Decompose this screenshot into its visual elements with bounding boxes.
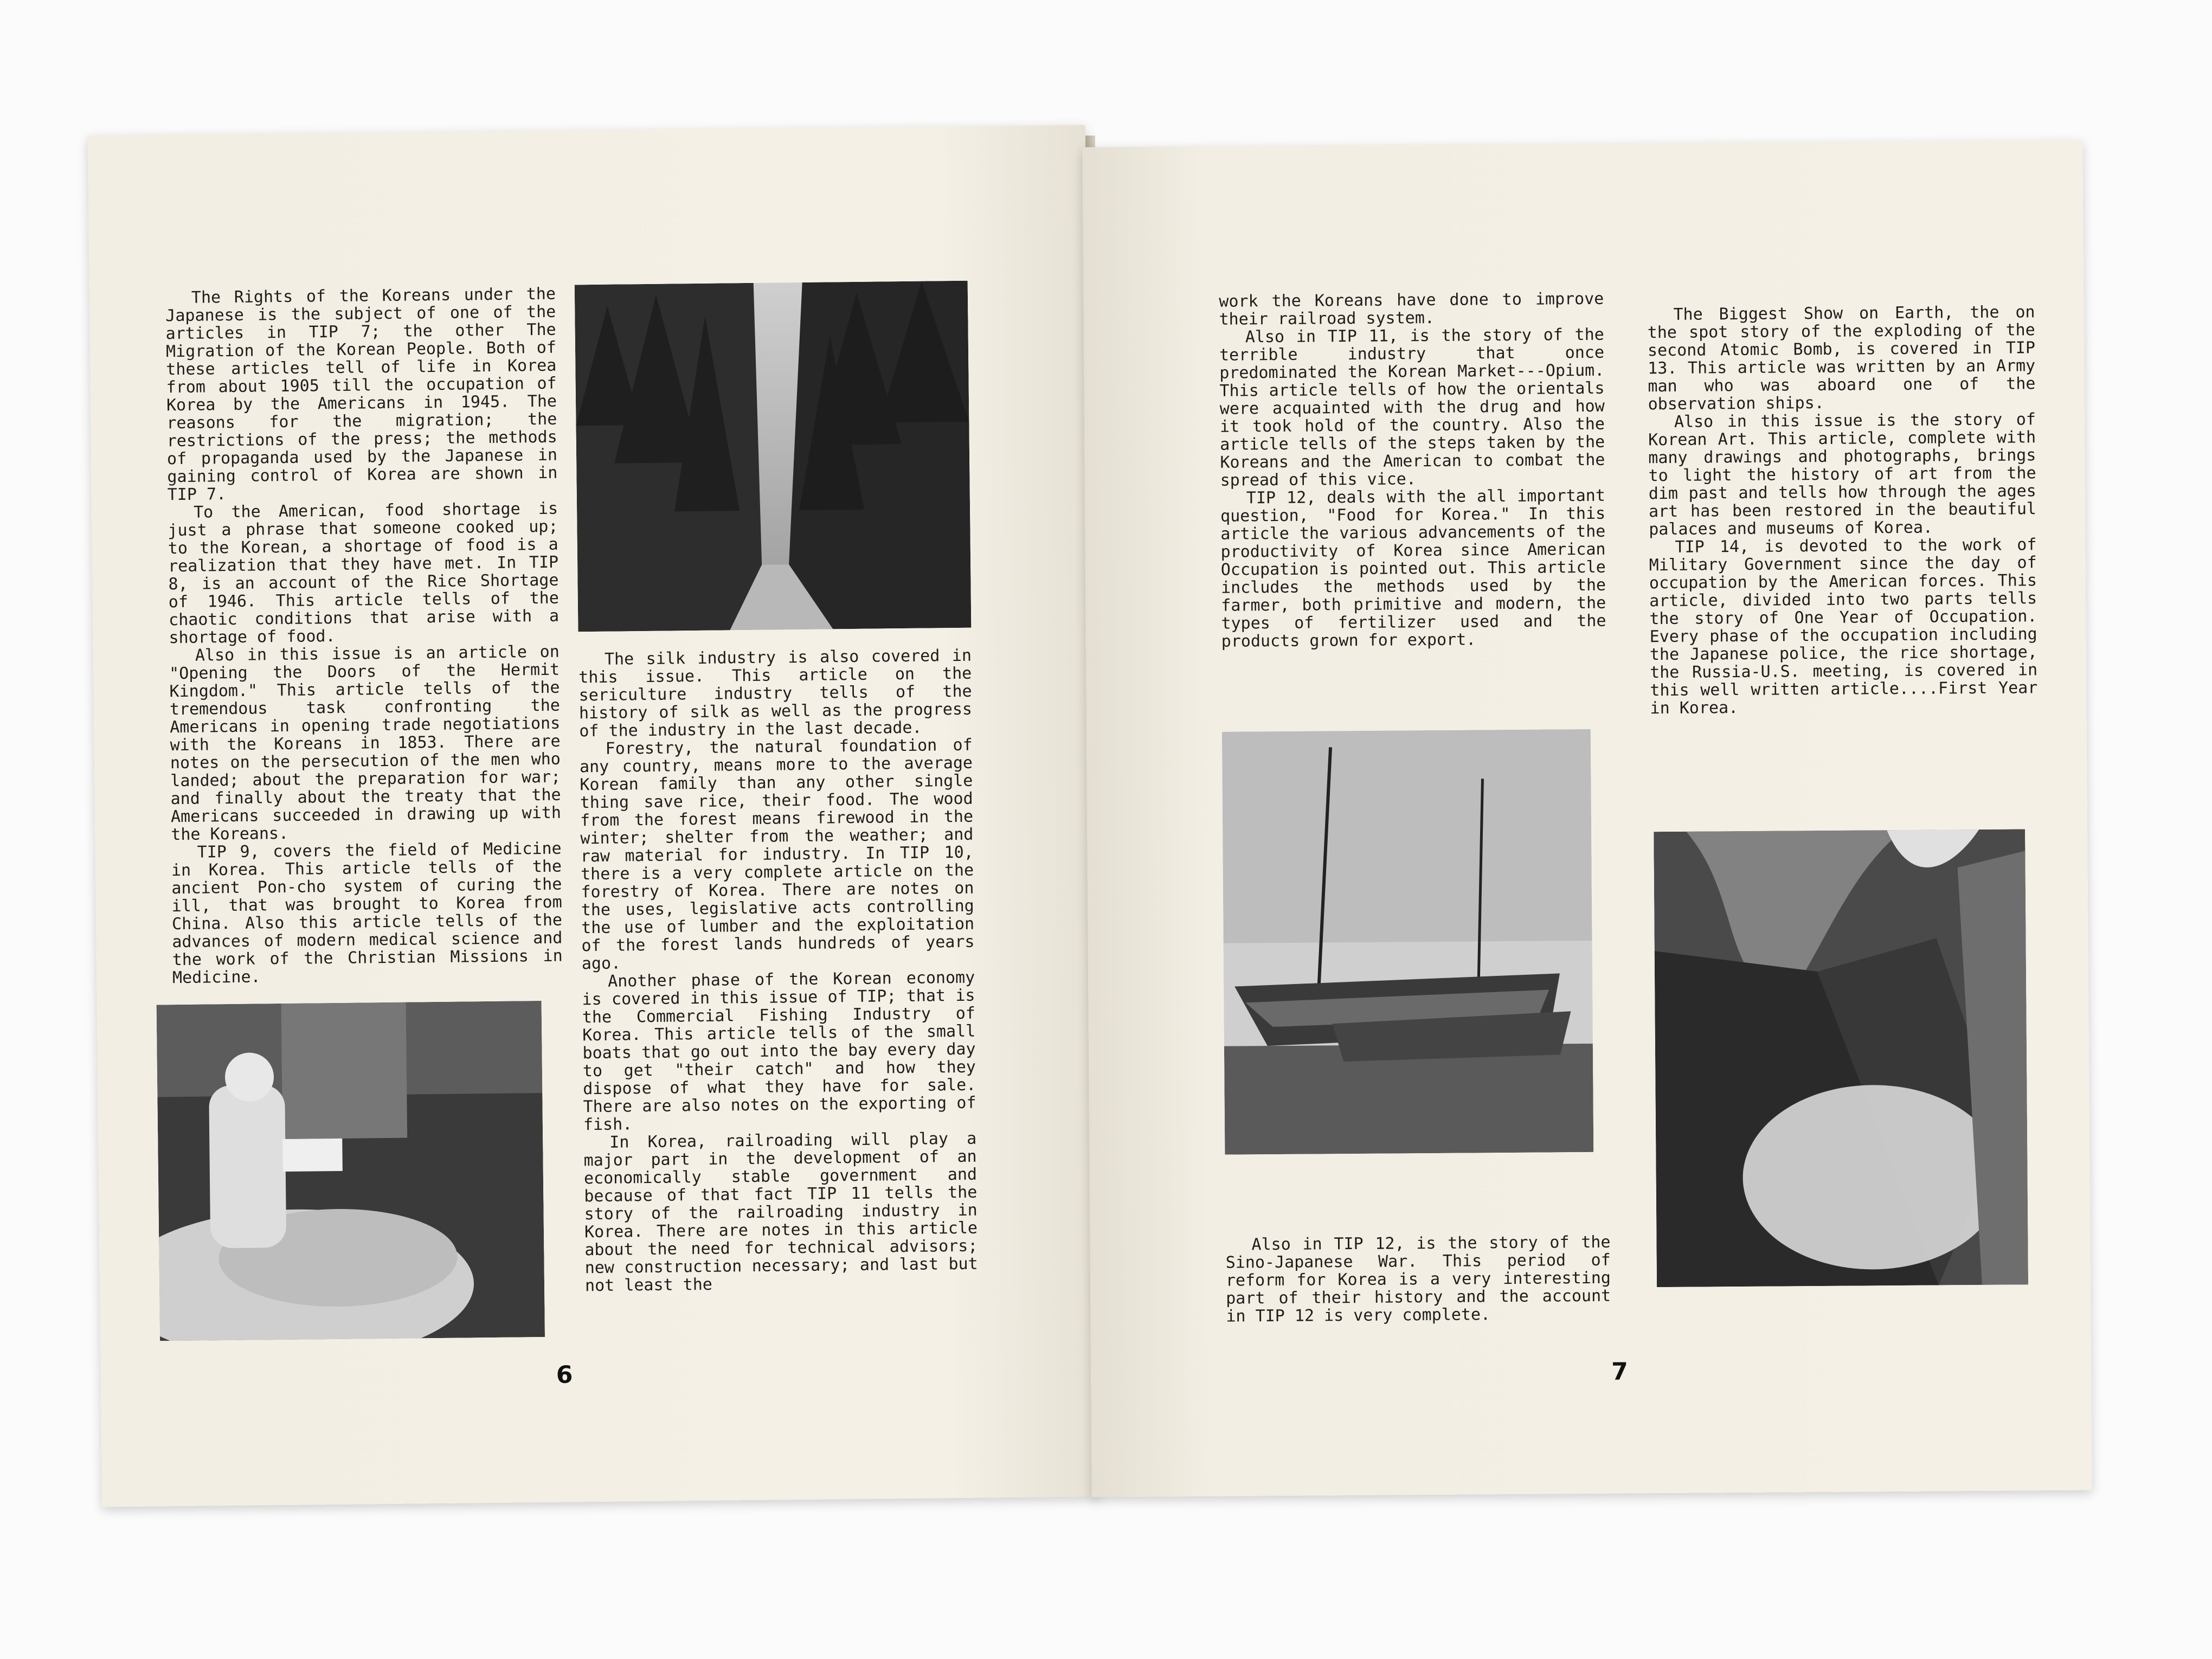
paragraph: The silk industry is also covered in this issue. This article on the sericulture industry tells of the history of silk as well as the progress of the industry in the last decade. [578,646,982,741]
paragraph: TIP 14, is devoted to the work of Military Government since the day of occupation by the American forces. This article, divided into two parts tells the story of One Year of Occupation. Every phase of the occupation including the Japanese police, the rice shortage, the Russia-U.S. meeting, is covered in this well written article....First Year in Korea. [1649,535,2048,718]
paragraph: To the American, food shortage is just a phrase that someone cooked up; to the Korean, a shortage of food is a realization that they have met. In TIP 8, is an account of the Rice Shortage of 1946. This article tells of the chaotic conditions that arise with a shortage of food. [168,499,569,648]
page-number: 6 [556,1361,573,1389]
paragraph: Also in this issue is an article on "Opening the Doors of the Hermit Kingdom." This article tells of the tremendous task confronting the Americans in opening trade negotiations with the Koreans in 1853. There are notes on the persecution of the men who landed; about the preparation for war; and finally about the treaty that the Americans succeeded in drawing up with the Koreans. [169,642,571,845]
junk-boat-photo [1222,729,1593,1155]
left-column-1 [165,284,573,988]
paragraph: Another phase of the Korean economy is covered in this issue of TIP; that is the Commercial Fishing Industry of Korea. This article tells of the small boats that go out into the bay every day to get "their catch" and how they dispose of what they have for sale. There are also notes on the exporting of fish. [582,968,986,1135]
right-column-2 [1647,303,2048,718]
right-page [1082,140,2092,1497]
train-photo [1654,829,2028,1287]
paragraph: Forestry, the natural foundation of any country, means more to the average Korean family than any other single thing save rice, their food. The wood from the forest means firewood in the winter; shelter from the weather; and raw material for industry. In TIP 10, there is a very complete article on the forestry of Korea. There are notes on the uses, legislative acts controlling the use of lumber and the exploitation of the forest lands hundreds of years ago. [579,735,985,974]
page-number: 7 [1611,1358,1628,1386]
paragraph: Also in this issue is the story of Korean Art. This article, complete with many drawings and photographs, brings to light the history of art from the dim past and tells how through the ages art has been restored in the beautiful palaces and museums of Korea. [1648,410,2047,539]
paragraph: work the Koreans have done to improve their railroad system. [1219,289,1614,329]
paragraph: TIP 12, deals with the all important question, "Food for Korea." In this article the various advancements of the productivity of Korea since American Occupation is pointed out. This article includes the methods used by the farmer, both primitive and modern, the types of fertilizer used and the products grown for export. [1220,486,1616,651]
nurse-photo [157,1001,545,1341]
forest-photo [575,281,972,632]
paragraph: In Korea, railroading will play a major part in the development of an economically stable government and because of that fact TIP 11 tells the story of the railroading industry in Korea. There are notes in this article about the need for technical advisors; new construction necessary; and last but not least the [583,1129,988,1296]
paragraph: The Biggest Show on Earth, the on the spot story of the exploding of the second Atomic Bomb, is covered in TIP 13. This article was written by an Army man who was aboard one of the observation ships. [1647,303,2046,414]
left-column-2 [578,646,988,1296]
caption-text: Also in TIP 12, is the story of the Sino-Japanese War. This period of reform for Korea is a very interesting part of their history and the account in TIP 12 is very complete. [1225,1232,1621,1326]
photo-caption [1225,1232,1621,1326]
paragraph: TIP 9, covers the field of Medicine in Korea. This article tells of the ancient Pon-cho system of curing the ill, that was brought to Korea from China. Also this article tells of the advances of modern medical science and the work of the Christian Missions in Medicine. [171,839,573,988]
right-column-1 [1219,289,1616,651]
left-page [88,125,1099,1507]
paragraph: Also in TIP 11, is the story of the terrible industry that once predominated the Korean Market---Opium. This article tells of how the orientals were acquainted with the drug and how it took hold of the country. Also the article tells of the steps taken by the Koreans and the American to combat the spread of this vice. [1219,325,1615,490]
paragraph: The Rights of the Koreans under the Japanese is the subject of one of the articles in TIP 7; the other The Migration of the Korean People. Both of these articles tell of life in Korea from about 1905 till the occupation of Korea by the Americans in 1945. The reasons for the migration; the restrictions of the press; the methods of propaganda used by the Japanese in gaining control of Korea are shown in TIP 7. [165,284,568,505]
